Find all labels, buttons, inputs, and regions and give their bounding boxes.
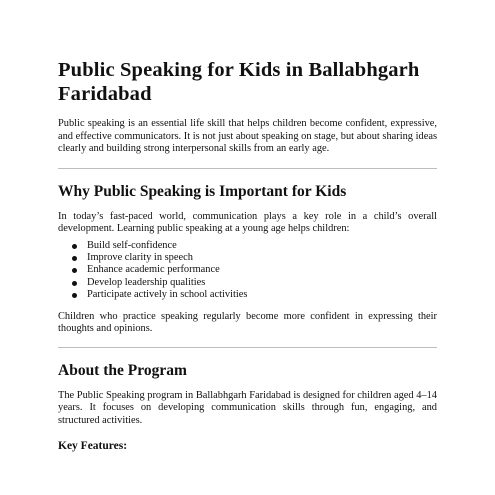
list-item-text: Build self-confidence bbox=[87, 239, 177, 251]
why-section-lead: In today’s fast-paced world, communication plays a key role in a child’s overall development. Learning public speaking at a young age helps children: bbox=[58, 210, 437, 234]
list-item bbox=[58, 252, 437, 264]
bullet-icon bbox=[72, 244, 77, 249]
list-item bbox=[58, 264, 437, 276]
bullet-icon bbox=[72, 293, 77, 298]
list-item bbox=[58, 277, 437, 289]
why-section-closing: Children who practice speaking regularly become more confident in expressing their thoughts and opinions. bbox=[58, 310, 437, 335]
list-item-text: Develop leadership qualities bbox=[87, 276, 206, 288]
intro-paragraph: Public speaking is an essential life skill that helps children become confident, expressive, and effective communicators. It is not just about speaking on stage, but about sharing ideas clearly and building strong interpersonal skills from an early age. bbox=[58, 118, 437, 154]
program-section-heading: About the Program bbox=[58, 361, 187, 379]
list-item-text: Participate actively in school activities bbox=[87, 289, 248, 301]
list-item-text: Enhance academic performance bbox=[87, 264, 220, 276]
bullet-icon bbox=[72, 256, 77, 261]
bullet-icon bbox=[72, 268, 77, 273]
bullet-icon bbox=[72, 281, 77, 286]
list-item bbox=[58, 240, 437, 252]
section-divider bbox=[58, 347, 437, 348]
list-item-text: Improve clarity in speech bbox=[87, 251, 193, 263]
key-features-heading: Key Features: bbox=[58, 440, 128, 453]
list-item bbox=[58, 289, 437, 301]
program-description: The Public Speaking program in Ballabhgarh Faridabad is designed for children aged 4–14 years. It focuses on developing communication skills through fun, engaging, and structured activities. bbox=[58, 389, 437, 426]
why-section-heading: Why Public Speaking is Important for Kids bbox=[58, 182, 347, 200]
benefits-list bbox=[58, 240, 437, 302]
document-page bbox=[58, 58, 437, 453]
page-title: Public Speaking for Kids in Ballabhgarh Faridabad bbox=[58, 59, 420, 105]
section-divider bbox=[58, 168, 437, 169]
